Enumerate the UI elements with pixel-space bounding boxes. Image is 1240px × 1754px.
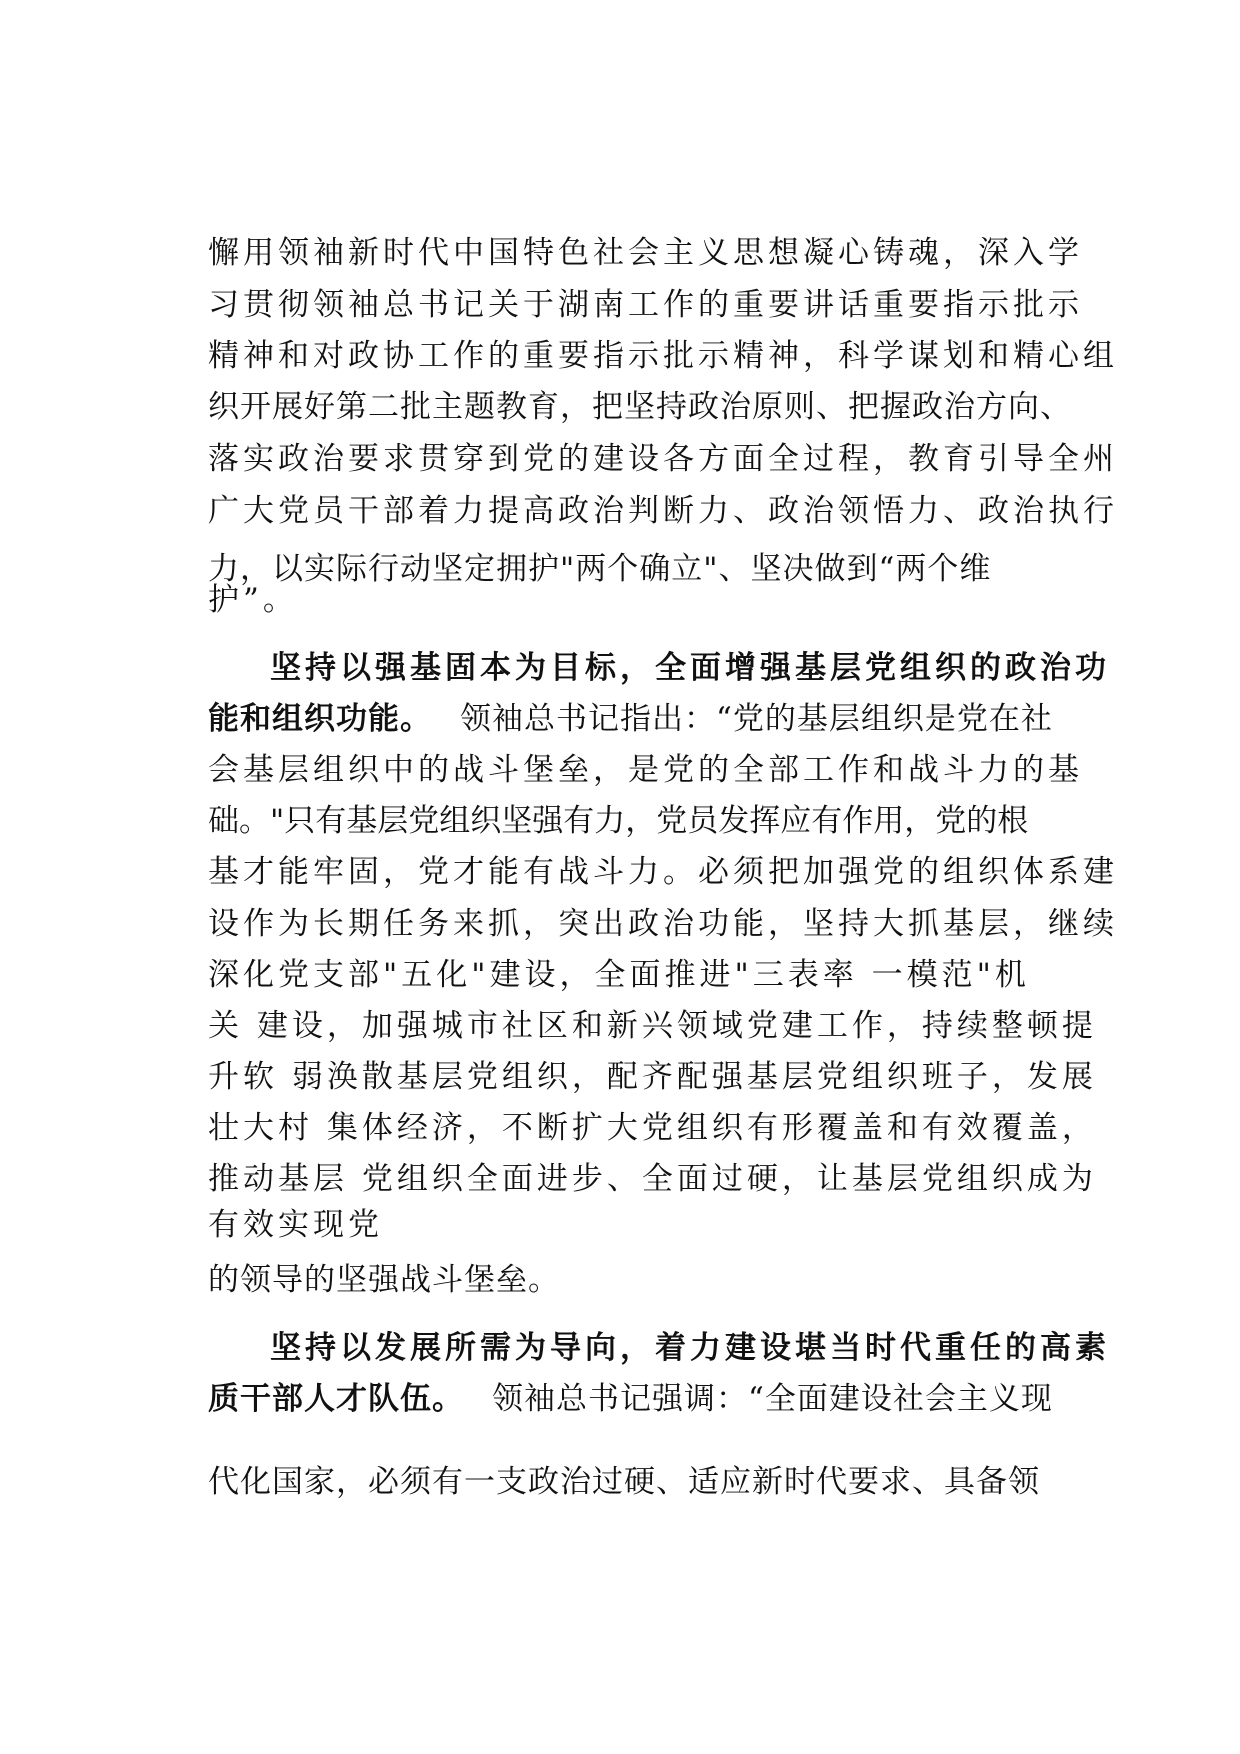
paragraph-heading-continued: 能和组织功能。 [208, 701, 432, 737]
text-line: 织开展好第二批主题教育，把坚持政治原则、把握政治方向、 [208, 389, 1072, 425]
paragraph-heading-continued: 质干部人才队伍。 [208, 1381, 464, 1417]
text-line: 力，以实际行动坚定拥护"两个确立"、坚决做到“两个维 [208, 551, 992, 587]
text-line: 基才能牢固，党才能有战斗力。必须把加强党的组织体系建 [208, 854, 1118, 890]
text-line: 壮大村 集体经济，不断扩大党组织有形覆盖和有效覆盖， [208, 1110, 1097, 1146]
text-line: 习贯彻领袖总书记关于湖南工作的重要讲话重要指示批示 [208, 287, 1083, 323]
text-line: 有效实现党 [208, 1207, 383, 1243]
text-line: 落实政治要求贯穿到党的建设各方面全过程，教育引导全州 [208, 441, 1118, 477]
text-line: 关 建设，加强城市社区和新兴领域党建工作，持续整顿提 [208, 1008, 1097, 1044]
text-line [208, 701, 1088, 737]
text-line: 推动基层 党组织全面进步、全面过硬，让基层党组织成为 [208, 1161, 1097, 1197]
text-line: 护”。 [208, 582, 298, 618]
text-line: 础。"只有基层党组织坚强有力，党员发挥应有作用，党的根 [208, 803, 1029, 839]
text-line-rest: 领袖总书记强调：“全面建设社会主义现 [492, 1381, 1053, 1417]
text-line: 设作为长期任务来抓，突出政治功能，坚持大抓基层，继续 [208, 906, 1118, 942]
text-line [208, 1381, 1088, 1417]
paragraph-heading: 坚持以强基固本为目标，全面增强基层党组织的政治功 [270, 650, 1110, 686]
text-line: 会基层组织中的战斗堡垒，是党的全部工作和战斗力的基 [208, 752, 1083, 788]
text-line: 广大党员干部着力提高政治判断力、政治领悟力、政治执行 [208, 493, 1118, 529]
text-line: 精神和对政协工作的重要指示批示精神，科学谋划和精心组 [208, 338, 1118, 374]
text-line: 代化国家，必须有一支政治过硬、适应新时代要求、具备领 [208, 1464, 1040, 1500]
text-line: 深化党支部"五化"建设，全面推进"三表率 一模范"机 [208, 957, 1030, 993]
text-line: 升软 弱涣散基层党组织，配齐配强基层党组织班子，发展 [208, 1059, 1097, 1095]
text-line: 的领导的坚强战斗堡垒。 [208, 1262, 560, 1298]
paragraph-heading: 坚持以发展所需为导向，着力建设堪当时代重任的高素 [270, 1330, 1110, 1366]
text-line: 懈用领袖新时代中国特色社会主义思想凝心铸魂，深入学 [208, 235, 1083, 271]
text-line-rest: 领袖总书记指出：“党的基层组织是党在社 [460, 701, 1053, 737]
